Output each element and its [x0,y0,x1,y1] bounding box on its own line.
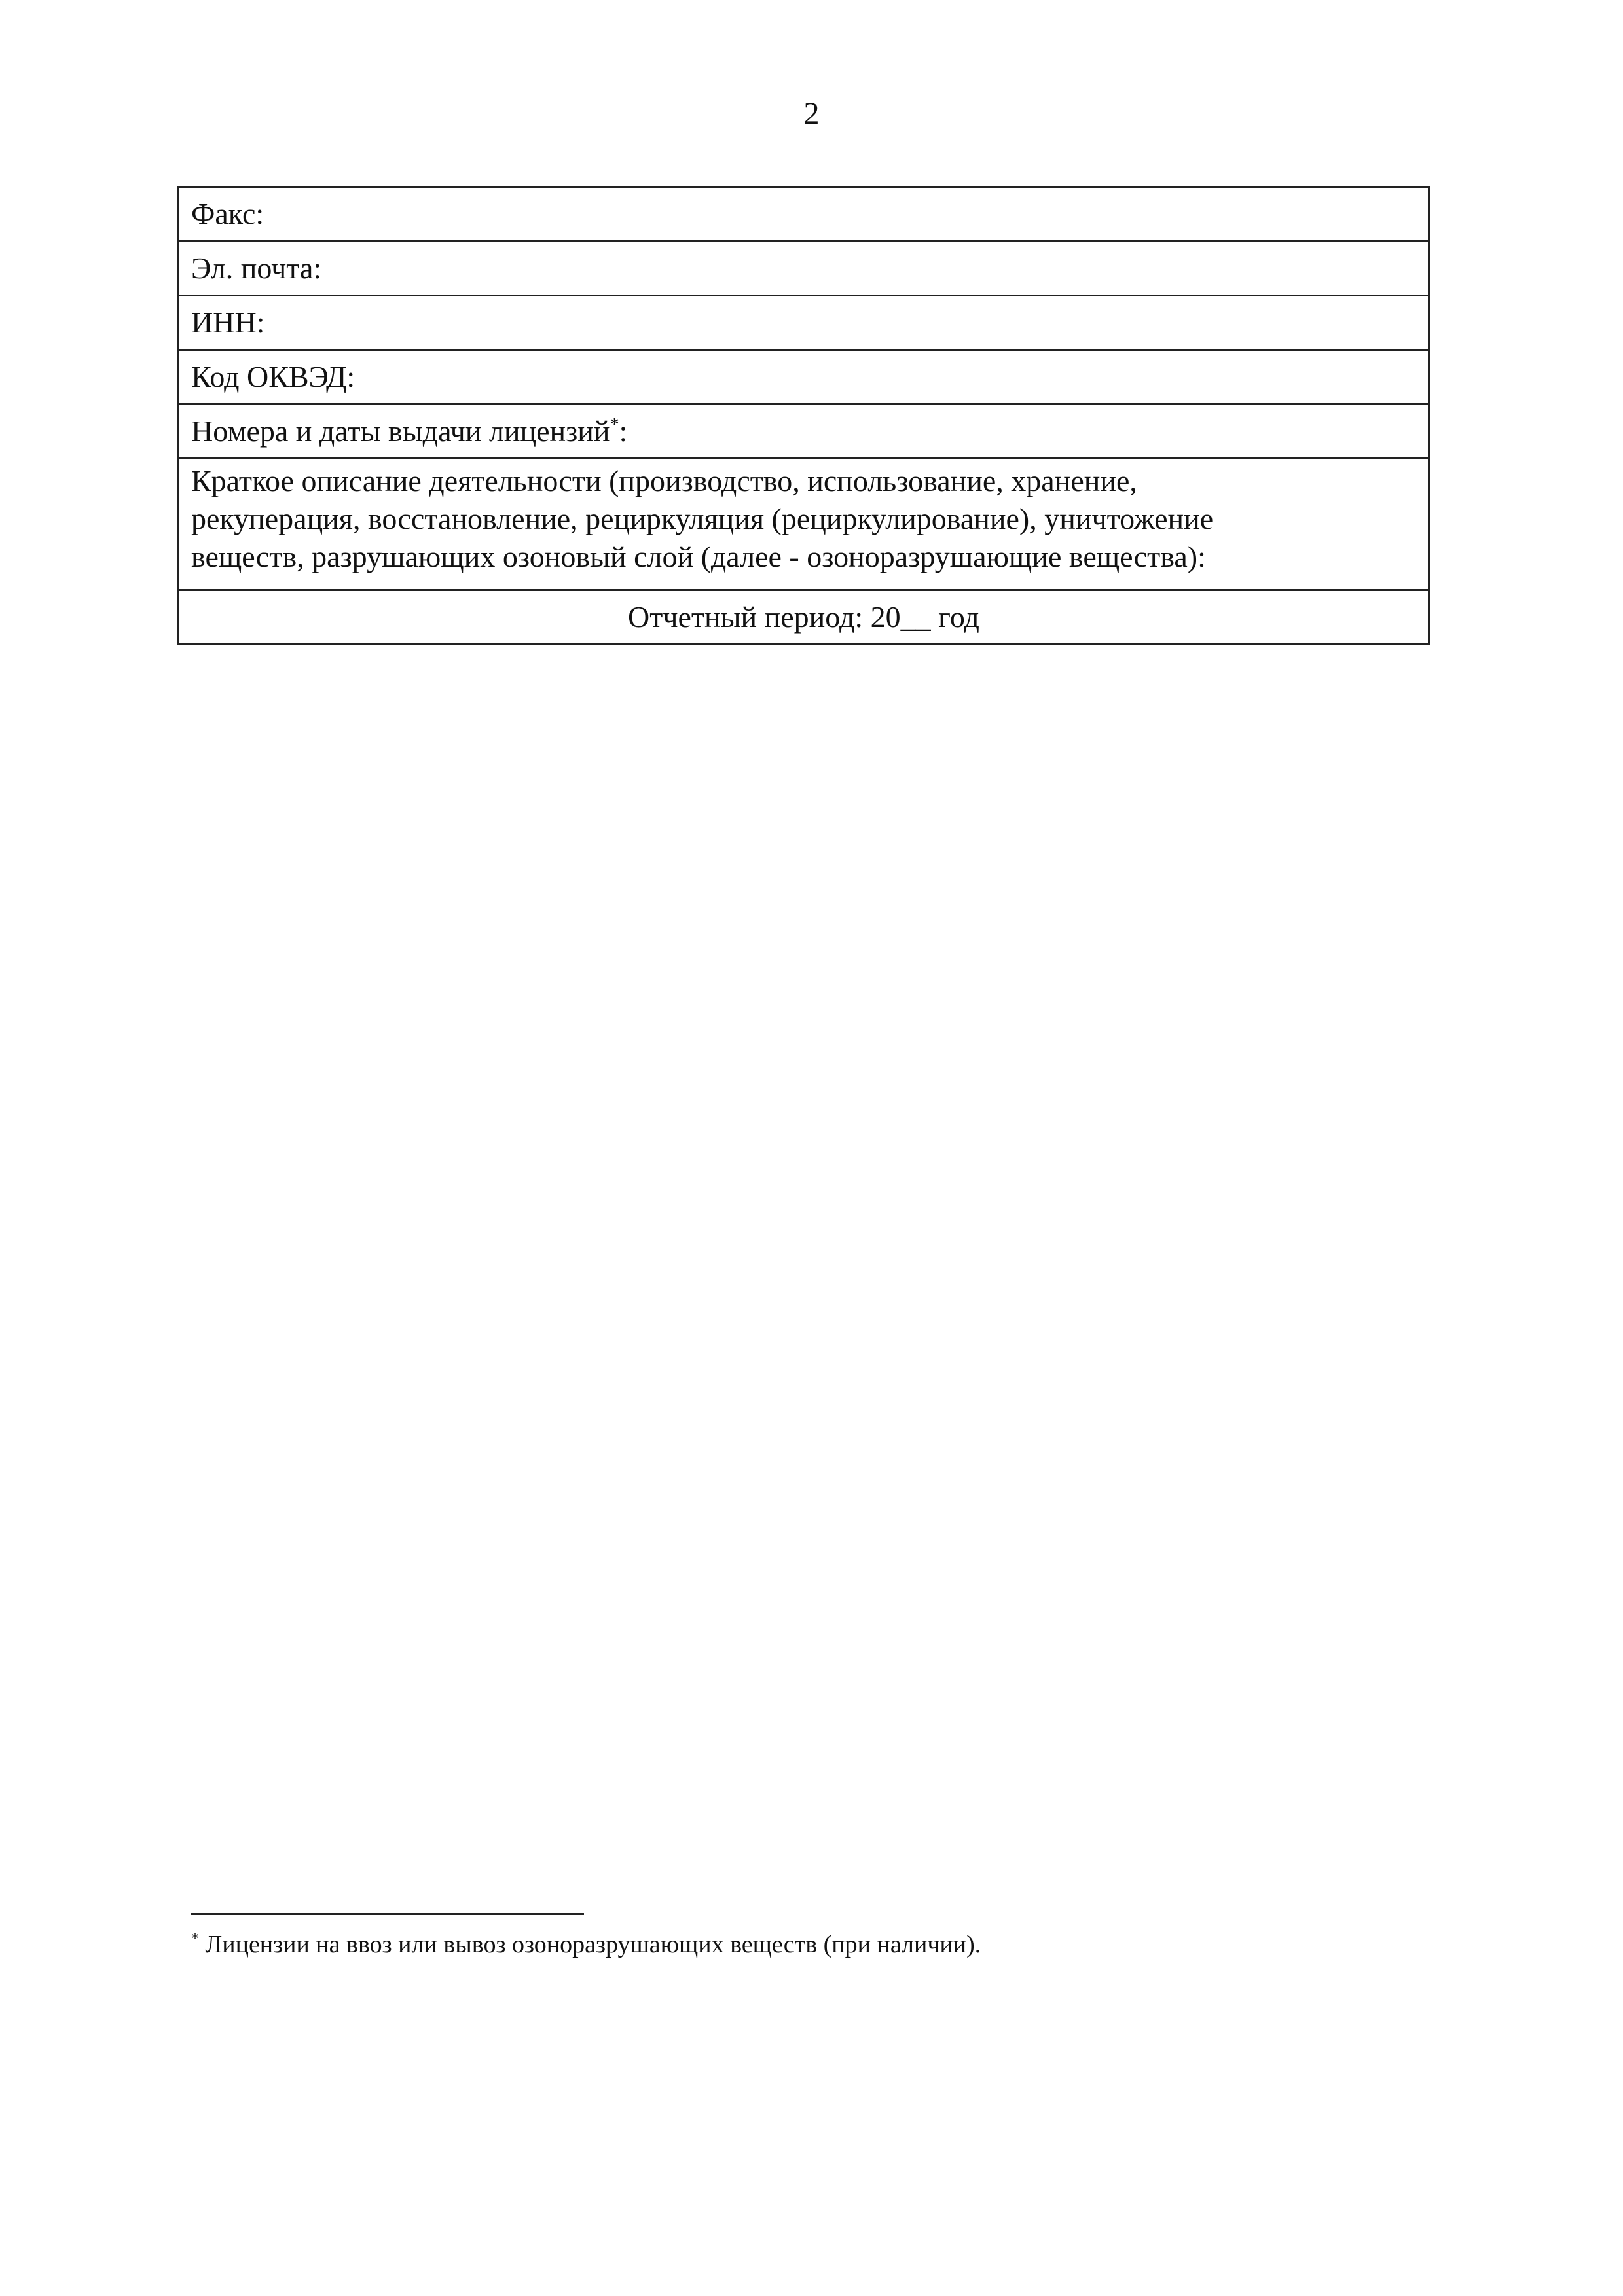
okved-label: Код ОКВЭД: [179,350,1429,404]
fax-label: Факс: [179,187,1429,242]
licenses-colon: : [619,414,628,448]
footnote [191,1929,981,1960]
activity-description-line-3: веществ, разрушающих озоновый слой (далее - озоноразрушающие вещества): [191,540,1206,573]
email-label: Эл. почта: [179,242,1429,296]
footnote-marker: * [610,414,619,435]
reporting-period-label: Отчетный период: 20__ год [179,590,1429,645]
footnote-symbol: * [191,1930,199,1948]
table-row-inn [179,296,1429,350]
activity-description-line-2: рекуперация, восстановление, рециркуляция (рециркулирование), уничтожение [191,502,1214,535]
table-row-reporting-period [179,590,1429,645]
table-row-fax [179,187,1429,242]
inn-label: ИНН: [179,296,1429,350]
footnote-text: Лицензии на ввоз или вывоз озоноразрушающих веществ (при наличии). [199,1931,981,1958]
activity-description-cell [179,459,1429,590]
table-row-okved [179,350,1429,404]
licenses-label: Номера и даты выдачи лицензий [191,414,610,448]
table-row-licenses [179,404,1429,459]
table-row-email [179,242,1429,296]
activity-description-line-1: Краткое описание деятельности (производство, использование, хранение, [191,464,1137,497]
footnote-separator [191,1913,584,1915]
page-number: 2 [803,96,820,131]
table-row-activity-description [179,459,1429,590]
licenses-cell [179,404,1429,459]
organization-info-table [177,186,1430,645]
